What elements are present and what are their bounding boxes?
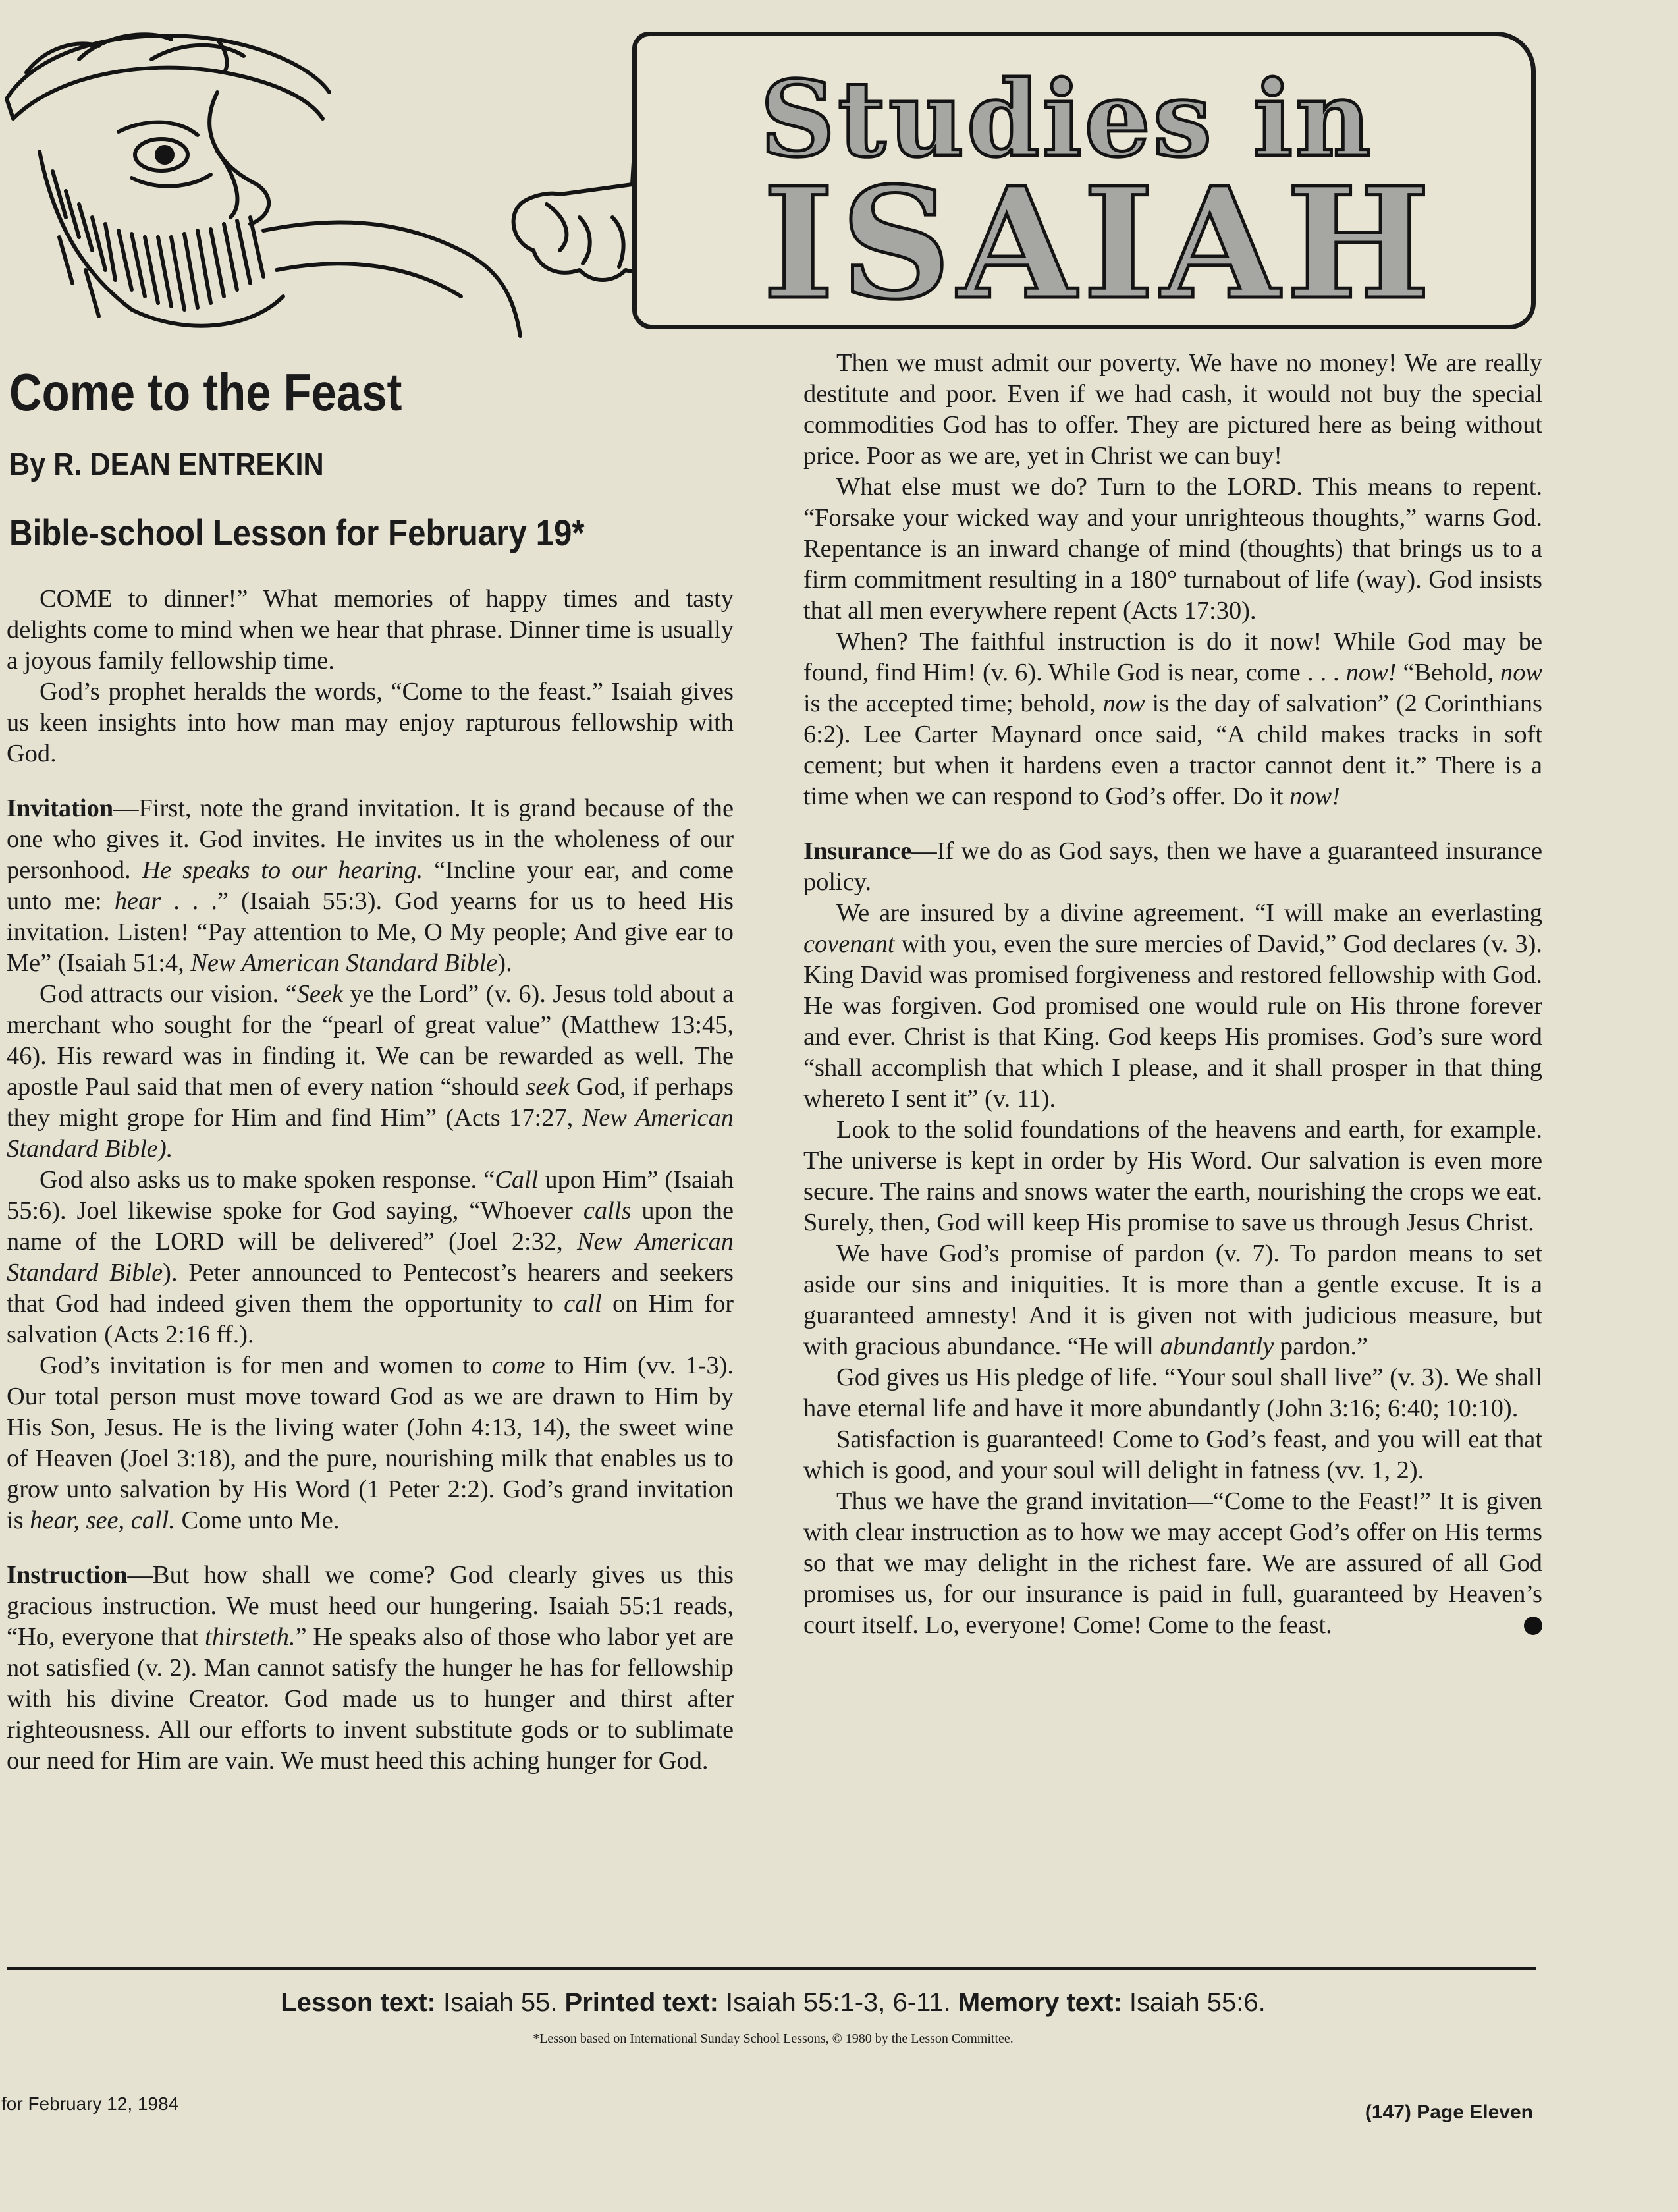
article-byline: By R. DEAN ENTREKIN bbox=[9, 447, 324, 482]
right-text-column bbox=[803, 348, 1542, 1641]
lesson-date-heading: Bible-school Lesson for February 19* bbox=[9, 512, 585, 553]
paragraph: Thus we have the grand invitation—“Come to the Feast!” It is given with clear instruction as to how we may accept God’s offer on His terms so that we may delight in the richest fare. We are assured of all God promises us, for our insurance is paid in full, guaranteed by Heaven’s court itself. Lo, everyone! Come! Come to the feast. bbox=[803, 1487, 1542, 1639]
paragraph: We are insured by a divine agreement. “I will make an everlasting covenant with you, even the sure mercies of David,” God declares (v. 3). King David was promised forgiveness and restored fellowship with God. He was forgiven. God promised one would rule on His throne forever and ever. Christ is that King. God keeps His promises. God’s sure word “shall accomplish that which I please, and it shall prosper in that thing whereto I sent it” (v. 11). bbox=[803, 899, 1542, 1113]
prophet-pointing-illustration bbox=[0, 20, 698, 349]
banner-title-isaiah: ISAIAH bbox=[763, 153, 1437, 333]
paragraph: When? The faithful instruction is do it now! While God may be found, find Him! (v. 6). While God is near, come . . . now! “Behold, now is the accepted time; behold, now is the day of salvation” (2 Corinthians 6:2). Lee Carter Maynard once said, “A child makes tracks in soft cement; but when it hardens even a tractor cannot dent it.” There is a time when we can respond to God’s offer. Do it now! bbox=[803, 628, 1543, 810]
paragraph: What else must we do? Turn to the LORD. This means to repent. “Forsake your wicked way and your unrighteous thoughts,” warns God. Repentance is an inward change of mind (thoughts) that brings us to a firm commitment resulting in a 180° turnabout of life (way). God insists that all men everywhere repent (Acts 17:30). bbox=[803, 473, 1542, 624]
paragraph-instruction: Instruction—But how shall we come? God clearly gives us this gracious instruction. We must heed our hungering. Isaiah 55:1 reads, “Ho, everyone that thirsteth.” He speaks also of those who labor yet are not satisfied (v. 2). Man cannot satisfy the hunger he has for fellowship with his divine Creator. God made us to hunger and thirst after righteousness. All our efforts to invent substitute gods or to sublimate our need for Him are vain. We must heed this aching hunger for God. bbox=[7, 1561, 734, 1775]
paragraph: Satisfaction is guaranteed! Come to God’s feast, and you will eat that which is good, and your soul will delight in fatness (vv. 1, 2). bbox=[803, 1425, 1542, 1484]
end-of-article-bullet bbox=[1524, 1617, 1542, 1635]
paragraph: God also asks us to make spoken response. “Call upon Him” (Isaiah 55:6). Joel likewise spoke for God saying, “Whoever calls upon the name of the LORD will be delivered” (Joel 2:32, New American Standard Bible). Peter announced to Pentecost’s hearers and seekers that God had indeed given them the opportunity to call on Him for salvation (Acts 2:16 ff.). bbox=[7, 1166, 734, 1348]
page-number: (147) Page Eleven bbox=[1365, 2101, 1533, 2123]
paragraph-invitation: Invitation—First, note the grand invitation. It is grand because of the one who gives it. God invites. He invites us in the wholeness of our personhood. He speaks to our hearing. “Incline your ear, and come unto me: hear . . .” (Isaiah 55:3). God yearns for us to heed His invitation. Listen! “Pay attention to Me, O My people; And give ear to Me” (Isaiah 51:4, New American Standard Bible). bbox=[7, 794, 734, 977]
banner-title-studies-in: Studies in bbox=[760, 59, 1374, 180]
paragraph: We have God’s promise of pardon (v. 7). To pardon means to set aside our sins and iniquities. It is more than a gentle excuse. It is a guaranteed amnesty! And it is given not with judicious measure, but with gracious abundance. “He will abundantly pardon.” bbox=[803, 1240, 1542, 1360]
lesson-text-references: Lesson text: Isaiah 55. Printed text: Isaiah 55:1-3, 6-11. Memory text: Isaiah 55:6. bbox=[281, 1988, 1266, 2017]
paragraph: God attracts our vision. “Seek ye the Lord” (v. 6). Jesus told about a merchant who sought for the “pearl of great value” (Matthew 13:45, 46). His reward was in finding it. We can be rewarded as well. The apostle Paul said that men of every nation “should seek God, if perhaps they might grope for Him and find Him” (Acts 17:27, New American Standard Bible). bbox=[7, 980, 734, 1163]
paragraph: God’s invitation is for men and women to come to Him (vv. 1-3). Our total person must move toward God as we are drawn to Him by His Son, Jesus. He is the living water (John 4:13, 14), the sweet wine of Heaven (Joel 3:18), and the pure, nourishing milk that enables us to grow unto salvation by His Word (1 Peter 2:2). God’s grand invitation is hear, see, call. Come unto Me. bbox=[7, 1352, 734, 1534]
section-head-insurance: Insurance bbox=[803, 837, 912, 865]
paragraph: God’s prophet heralds the words, “Come to the feast.” Isaiah gives us keen insights into how man may enjoy rapturous fellowship with God. bbox=[7, 678, 734, 767]
paragraph: COME to dinner!” What memories of happy times and tasty delights come to mind when we hear that phrase. Dinner time is usually a joyous family fellowship time. bbox=[7, 585, 734, 675]
paragraph: Look to the solid foundations of the heavens and earth, for example. The universe is kept in order by His Word. Our salvation is even more secure. The rains and snows water the earth, nourishing the crops we eat. Surely, then, God will keep His promise to save us through Jesus Christ. bbox=[803, 1116, 1542, 1236]
article-title: Come to the Feast bbox=[9, 363, 402, 422]
left-text-column bbox=[7, 584, 734, 1777]
footnote: *Lesson based on International Sunday School Lessons, © 1980 by the Lesson Committee. bbox=[533, 2032, 1014, 2046]
paragraph: Then we must admit our poverty. We have no money! We are really destitute and poor. Even if we had cash, it would not buy the special commodities God has to offer. They are pictured here as being without price. Poor as we are, yet in Christ we can buy! bbox=[803, 349, 1542, 470]
paragraph-insurance: Insurance—If we do as God says, then we have a guaranteed insurance policy. bbox=[803, 837, 1542, 896]
footer-divider bbox=[7, 1967, 1536, 1970]
section-head-invitation: Invitation bbox=[7, 794, 114, 822]
section-head-instruction: Instruction bbox=[7, 1561, 128, 1589]
paragraph: God gives us His pledge of life. “Your soul shall live” (v. 3). We shall have eternal life and have it more abundantly (John 3:16; 6:40; 10:10). bbox=[803, 1364, 1542, 1422]
issue-date: for February 12, 1984 bbox=[1, 2093, 179, 2114]
